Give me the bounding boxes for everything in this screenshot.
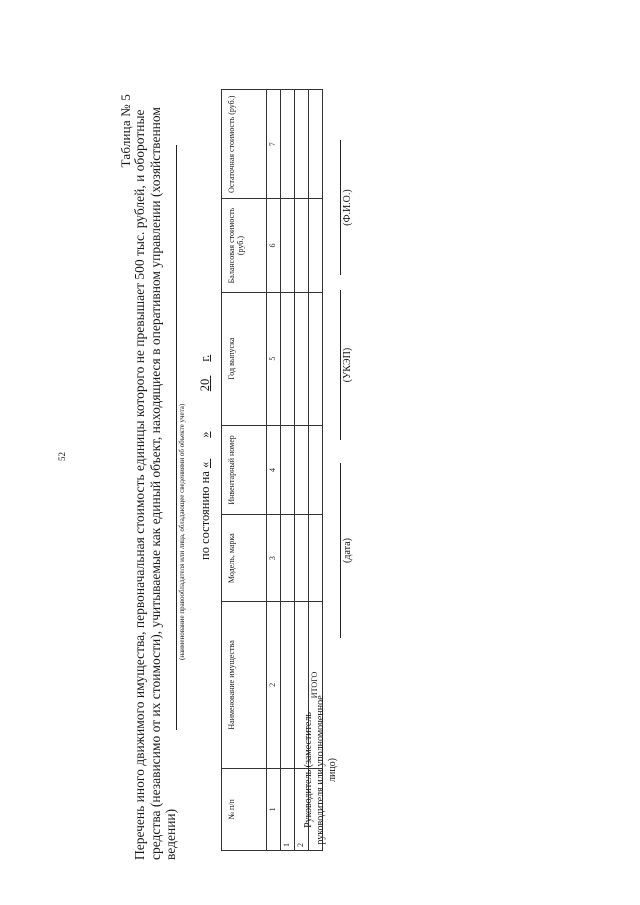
header-inventory: Инвентарный номер: [222, 425, 267, 515]
date-caption: (дата): [342, 538, 353, 563]
fio-caption: (Ф.И.О.): [342, 189, 353, 226]
ukep-caption: (УКЭП): [342, 347, 353, 383]
year-prefix: 20: [198, 378, 212, 392]
quote-close: »: [198, 431, 212, 438]
row-number: 2: [295, 768, 309, 850]
col-num-7: 7: [267, 90, 281, 200]
as-of-date-line: [198, 355, 213, 560]
table-header-row: [222, 90, 267, 851]
document-body: [118, 90, 353, 860]
year-suffix: г.: [198, 354, 212, 362]
header-number: № п/п: [222, 768, 267, 850]
col-num-1: 1: [267, 768, 281, 850]
owner-fill-line: [176, 145, 177, 730]
ukep-line: [340, 290, 341, 440]
signatory-label: Руководитель (заместитель руководителя или уполномоченное лицо): [303, 695, 338, 845]
header-name: Наименование имущества: [222, 602, 267, 769]
col-num-4: 4: [267, 425, 281, 515]
row-number: 1: [281, 768, 295, 850]
header-year: Год выпуска: [222, 292, 267, 425]
col-num-2: 2: [267, 602, 281, 769]
date-line: [340, 463, 341, 638]
document-title: [132, 90, 179, 860]
page-number: 52: [57, 452, 67, 461]
owner-caption: (наименование правообладателя или лица, обладающее сведениями об объекте учета): [178, 403, 186, 660]
header-model: Модель, марка: [222, 515, 267, 602]
as-of-prefix: по состоянию на: [198, 471, 212, 560]
quote-open: «: [198, 461, 212, 468]
col-num-5: 5: [267, 292, 281, 425]
col-num-3: 3: [267, 515, 281, 602]
total-label: ИТОГО: [309, 602, 323, 769]
table-row: [281, 90, 295, 851]
table-label: Таблица № 5: [118, 94, 133, 168]
fio-line: [340, 140, 341, 275]
title-text: Перечень иного движимого имущества, первоначальная стоимость единицы которого не превышает 500 тыс. рублей, и оборотные средства (независимо от их стоимости), учитываемые как единый объект, находящиеся в оперативном управлении (хозяйственном ведении): [132, 107, 178, 860]
header-residual-cost: Остаточная стоимость (руб.): [222, 90, 267, 200]
header-balance-cost: Балансовая стоимость (руб.): [222, 199, 267, 292]
table-number-row: [267, 90, 281, 851]
col-num-6: 6: [267, 199, 281, 292]
